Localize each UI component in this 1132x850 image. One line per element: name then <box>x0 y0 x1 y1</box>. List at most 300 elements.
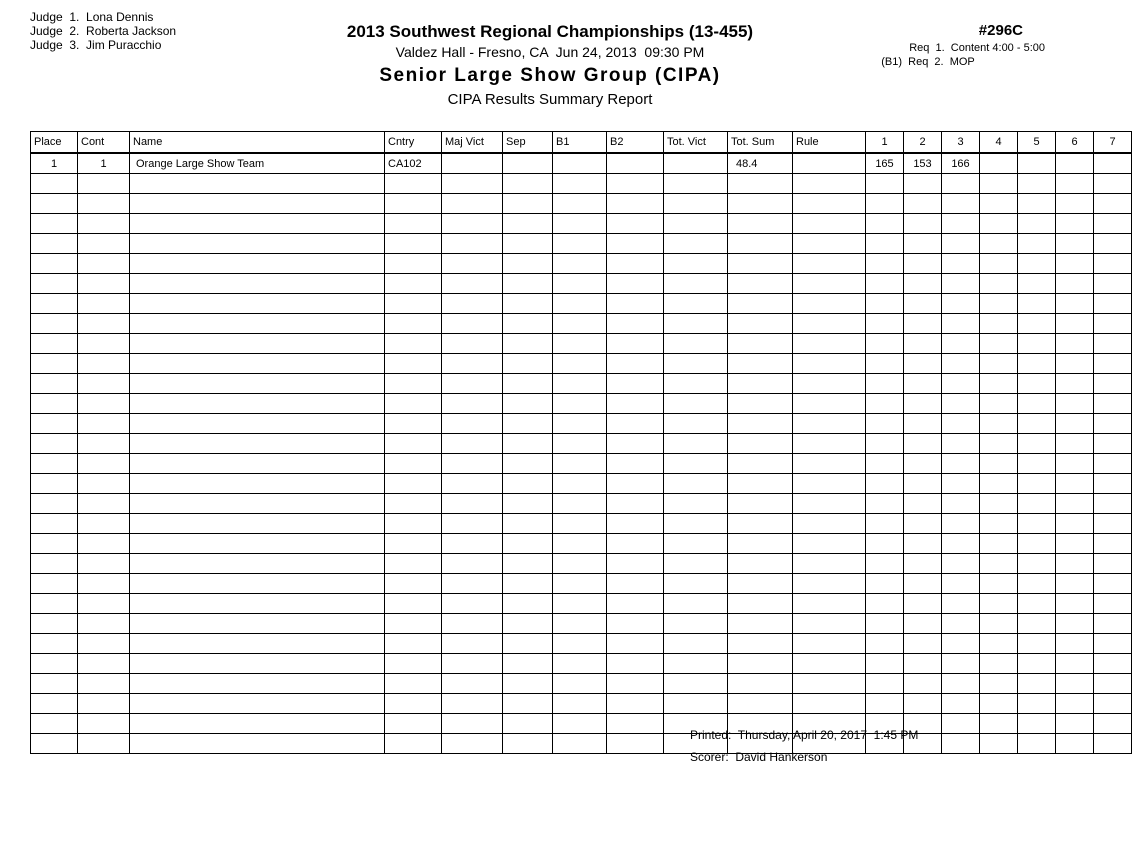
table-cell <box>728 254 793 274</box>
table-cell <box>31 534 78 554</box>
table-cell <box>503 714 553 734</box>
table-cell <box>904 594 942 614</box>
table-cell <box>793 234 866 254</box>
table-cell <box>1056 594 1094 614</box>
table-cell <box>385 394 442 414</box>
table-cell <box>980 554 1018 574</box>
table-cell <box>385 614 442 634</box>
table-cell <box>442 494 503 514</box>
venue-date-line: Valdez Hall - Fresno, CA Jun 24, 2013 09:30 PM <box>395 44 705 60</box>
table-cell <box>553 214 607 234</box>
table-cell <box>607 414 664 434</box>
table-cell <box>728 694 793 714</box>
table-cell <box>31 374 78 394</box>
table-cell <box>130 514 385 534</box>
table-cell <box>31 714 78 734</box>
table-row-empty <box>31 634 1132 654</box>
table-cell <box>904 374 942 394</box>
table-cell <box>385 194 442 214</box>
table-cell <box>980 354 1018 374</box>
table-row-empty <box>31 594 1132 614</box>
table-cell <box>442 674 503 694</box>
table-cell <box>78 354 130 374</box>
table-cell <box>942 554 980 574</box>
table-cell <box>553 254 607 274</box>
table-cell <box>664 574 728 594</box>
table-cell <box>385 434 442 454</box>
table-cell <box>942 334 980 354</box>
table-cell <box>728 654 793 674</box>
table-cell <box>553 414 607 434</box>
table-cell <box>793 594 866 614</box>
table-cell <box>980 194 1018 214</box>
table-cell <box>980 694 1018 714</box>
table-cell <box>503 153 553 174</box>
table-cell <box>607 694 664 714</box>
table-cell <box>866 454 904 474</box>
table-cell <box>607 574 664 594</box>
table-cell <box>1056 374 1094 394</box>
table-cell <box>607 434 664 454</box>
table-cell <box>442 454 503 474</box>
table-cell <box>793 694 866 714</box>
table-cell <box>793 434 866 454</box>
table-cell <box>1094 694 1132 714</box>
table-cell <box>385 314 442 334</box>
table-cell <box>980 314 1018 334</box>
table-cell <box>942 414 980 434</box>
table-cell <box>1094 374 1132 394</box>
table-cell <box>866 574 904 594</box>
table-cell <box>385 174 442 194</box>
table-cell <box>1018 554 1056 574</box>
table-cell <box>503 354 553 374</box>
table-cell <box>78 374 130 394</box>
table-cell <box>503 554 553 574</box>
table-cell <box>1094 334 1132 354</box>
table-cell <box>793 614 866 634</box>
requirement-1: Req 1. Content 4:00 - 5:00 <box>909 42 1045 54</box>
table-cell <box>78 254 130 274</box>
table-cell <box>1094 294 1132 314</box>
table-cell <box>866 654 904 674</box>
table-cell <box>607 594 664 614</box>
table-cell <box>553 694 607 714</box>
table-row-empty <box>31 194 1132 214</box>
table-cell <box>31 514 78 534</box>
table-cell <box>607 394 664 414</box>
results-table <box>30 131 1132 754</box>
table-cell <box>1018 734 1056 754</box>
table-cell <box>942 314 980 334</box>
table-cell <box>385 594 442 614</box>
table-cell <box>904 274 942 294</box>
table-cell <box>942 494 980 514</box>
table-cell <box>793 394 866 414</box>
table-cell <box>607 654 664 674</box>
table-cell <box>728 474 793 494</box>
table-cell <box>1094 654 1132 674</box>
table-cell <box>1018 594 1056 614</box>
table-cell <box>607 234 664 254</box>
table-cell <box>1094 274 1132 294</box>
table-cell <box>980 454 1018 474</box>
table-cell <box>793 554 866 574</box>
table-cell <box>1056 414 1094 434</box>
table-cell <box>664 294 728 314</box>
table-cell <box>31 654 78 674</box>
table-cell <box>385 714 442 734</box>
table-cell <box>553 354 607 374</box>
table-row-empty <box>31 654 1132 674</box>
table-cell <box>664 594 728 614</box>
table-cell <box>130 634 385 654</box>
table-cell <box>503 234 553 254</box>
table-cell <box>442 414 503 434</box>
table-cell <box>1094 514 1132 534</box>
table-cell <box>442 654 503 674</box>
table-cell <box>442 174 503 194</box>
table-cell <box>904 174 942 194</box>
table-cell <box>1018 694 1056 714</box>
table-row-empty <box>31 374 1132 394</box>
table-cell <box>130 254 385 274</box>
table-cell <box>1094 234 1132 254</box>
table-cell <box>607 354 664 374</box>
table-cell <box>385 654 442 674</box>
table-cell <box>793 634 866 654</box>
table-cell <box>31 554 78 574</box>
table-cell <box>1018 294 1056 314</box>
table-cell <box>1056 654 1094 674</box>
table-cell <box>980 434 1018 454</box>
table-row-empty <box>31 314 1132 334</box>
table-cell <box>1018 153 1056 174</box>
table-cell <box>942 234 980 254</box>
table-row-empty <box>31 334 1132 354</box>
table-cell <box>385 294 442 314</box>
table-cell <box>442 334 503 354</box>
table-cell <box>980 234 1018 254</box>
table-cell <box>607 374 664 394</box>
table-cell <box>728 494 793 514</box>
table-cell <box>664 334 728 354</box>
table-cell <box>942 714 980 734</box>
table-cell <box>31 174 78 194</box>
requirement-2: (B1) Req 2. MOP <box>881 56 975 68</box>
table-cell <box>1018 674 1056 694</box>
table-cell <box>664 474 728 494</box>
table-cell <box>31 414 78 434</box>
table-cell <box>1018 474 1056 494</box>
table-cell <box>553 474 607 494</box>
table-cell <box>1094 414 1132 434</box>
table-cell <box>442 614 503 634</box>
table-cell <box>942 474 980 494</box>
table-cell <box>980 674 1018 694</box>
table-cell <box>866 614 904 634</box>
table-cell <box>942 534 980 554</box>
column-header-b1: B1 <box>553 132 607 154</box>
table-cell <box>980 374 1018 394</box>
table-cell <box>607 274 664 294</box>
table-cell <box>503 294 553 314</box>
judge-item: Judge 2. Roberta Jackson <box>30 24 177 38</box>
table-cell <box>793 334 866 354</box>
table-cell <box>728 194 793 214</box>
table-cell <box>1056 694 1094 714</box>
table-cell <box>904 394 942 414</box>
table-cell <box>442 734 503 754</box>
table-cell: 165 <box>866 153 904 174</box>
table-cell <box>78 394 130 414</box>
table-cell <box>728 274 793 294</box>
table-cell <box>1094 314 1132 334</box>
table-cell <box>728 214 793 234</box>
table-cell <box>664 354 728 374</box>
table-cell <box>728 674 793 694</box>
table-cell <box>664 194 728 214</box>
table-cell <box>130 474 385 494</box>
table-cell <box>980 594 1018 614</box>
table-cell <box>942 574 980 594</box>
table-cell <box>130 234 385 254</box>
table-cell <box>980 174 1018 194</box>
table-cell <box>866 394 904 414</box>
table-cell <box>78 194 130 214</box>
table-cell <box>728 354 793 374</box>
table-cell <box>31 674 78 694</box>
table-cell <box>1094 354 1132 374</box>
table-cell <box>942 454 980 474</box>
table-cell <box>553 394 607 414</box>
table-cell <box>1094 634 1132 654</box>
table-cell <box>385 454 442 474</box>
table-cell <box>553 554 607 574</box>
table-cell <box>664 494 728 514</box>
table-cell <box>607 614 664 634</box>
table-row-empty <box>31 674 1132 694</box>
table-cell <box>942 374 980 394</box>
table-cell: 153 <box>904 153 942 174</box>
table-cell <box>866 674 904 694</box>
table-cell <box>130 734 385 754</box>
table-cell: 48.4 <box>728 153 793 174</box>
table-cell <box>503 434 553 454</box>
table-cell <box>31 454 78 474</box>
table-cell: 1 <box>31 153 78 174</box>
table-cell <box>31 734 78 754</box>
table-cell <box>1018 214 1056 234</box>
table-cell <box>553 534 607 554</box>
table-cell <box>942 634 980 654</box>
table-cell <box>1018 414 1056 434</box>
table-cell <box>904 474 942 494</box>
table-cell <box>78 214 130 234</box>
table-cell <box>553 594 607 614</box>
table-cell <box>385 214 442 234</box>
table-cell <box>980 494 1018 514</box>
table-row-empty <box>31 214 1132 234</box>
table-cell <box>904 494 942 514</box>
table-cell <box>866 494 904 514</box>
table-cell <box>442 694 503 714</box>
table-cell <box>130 554 385 574</box>
table-cell <box>793 374 866 394</box>
table-cell <box>866 354 904 374</box>
table-cell <box>442 194 503 214</box>
table-cell <box>553 334 607 354</box>
table-cell <box>1056 234 1094 254</box>
table-cell <box>866 254 904 274</box>
table-cell <box>607 714 664 734</box>
table-cell <box>130 174 385 194</box>
table-cell <box>866 234 904 254</box>
table-cell <box>1018 634 1056 654</box>
table-cell <box>1018 614 1056 634</box>
table-cell <box>503 694 553 714</box>
table-cell <box>385 474 442 494</box>
table-cell <box>442 554 503 574</box>
judge-item: Judge 1. Lona Dennis <box>30 10 154 24</box>
table-cell <box>664 614 728 634</box>
competition-title: 2013 Southwest Regional Championships (13-455) <box>346 22 754 41</box>
table-cell <box>793 654 866 674</box>
table-cell <box>793 214 866 234</box>
table-cell <box>664 174 728 194</box>
table-cell <box>442 153 503 174</box>
table-cell <box>130 294 385 314</box>
table-cell <box>1018 194 1056 214</box>
table-cell <box>664 234 728 254</box>
table-cell <box>728 634 793 654</box>
table-cell <box>728 414 793 434</box>
table-cell <box>866 474 904 494</box>
table-cell <box>664 254 728 274</box>
table-cell <box>793 414 866 434</box>
table-cell <box>728 454 793 474</box>
table-cell <box>728 234 793 254</box>
table-cell <box>1056 614 1094 634</box>
table-cell <box>78 474 130 494</box>
table-row-empty <box>31 494 1132 514</box>
table-cell <box>728 394 793 414</box>
table-cell <box>942 614 980 634</box>
table-cell <box>78 234 130 254</box>
table-cell <box>78 714 130 734</box>
column-header-b2: B2 <box>607 132 664 154</box>
column-header-rule: Rule <box>793 132 866 154</box>
table-cell <box>793 454 866 474</box>
table-cell <box>1018 394 1056 414</box>
table-cell <box>385 674 442 694</box>
table-cell <box>607 494 664 514</box>
table-cell <box>866 274 904 294</box>
table-cell <box>980 153 1018 174</box>
table-cell <box>442 514 503 534</box>
table-cell <box>1094 554 1132 574</box>
table-cell <box>1094 674 1132 694</box>
table-cell <box>1094 534 1132 554</box>
table-cell <box>1056 634 1094 654</box>
table-cell <box>553 174 607 194</box>
table-cell <box>728 514 793 534</box>
table-cell <box>942 214 980 234</box>
table-cell <box>793 674 866 694</box>
table-cell <box>728 554 793 574</box>
table-cell <box>728 294 793 314</box>
table-cell <box>553 634 607 654</box>
table-row-empty <box>31 274 1132 294</box>
table-cell <box>904 334 942 354</box>
table-cell <box>31 434 78 454</box>
table-row-empty <box>31 614 1132 634</box>
table-cell <box>130 314 385 334</box>
table-cell <box>664 554 728 574</box>
table-cell <box>503 474 553 494</box>
table-cell <box>553 314 607 334</box>
table-cell <box>728 334 793 354</box>
table-cell <box>1056 354 1094 374</box>
table-cell <box>904 614 942 634</box>
table-cell <box>130 614 385 634</box>
table-cell <box>31 354 78 374</box>
table-cell <box>1094 734 1132 754</box>
table-cell <box>78 454 130 474</box>
table-cell <box>664 534 728 554</box>
table-cell <box>664 214 728 234</box>
table-cell <box>607 474 664 494</box>
table-cell <box>130 714 385 734</box>
table-cell <box>904 234 942 254</box>
results-table-body <box>31 153 1132 754</box>
table-cell <box>942 674 980 694</box>
table-cell <box>78 494 130 514</box>
table-cell <box>78 174 130 194</box>
table-cell <box>503 314 553 334</box>
table-cell <box>904 434 942 454</box>
table-cell: 166 <box>942 153 980 174</box>
table-cell <box>78 594 130 614</box>
table-cell <box>385 254 442 274</box>
table-cell <box>385 414 442 434</box>
table-cell <box>130 194 385 214</box>
table-cell <box>78 694 130 714</box>
table-cell <box>130 214 385 234</box>
table-cell <box>904 414 942 434</box>
table-cell <box>1018 354 1056 374</box>
table-cell <box>728 314 793 334</box>
table-cell <box>866 194 904 214</box>
table-cell <box>503 214 553 234</box>
table-cell <box>130 494 385 514</box>
table-cell <box>1056 194 1094 214</box>
table-cell <box>442 714 503 734</box>
table-cell <box>664 274 728 294</box>
table-row-empty <box>31 514 1132 534</box>
table-row-empty <box>31 174 1132 194</box>
table-cell <box>1056 314 1094 334</box>
column-header-cont: Cont <box>78 132 130 154</box>
table-cell <box>607 334 664 354</box>
table-cell <box>607 174 664 194</box>
table-cell <box>503 634 553 654</box>
table-cell <box>1094 574 1132 594</box>
table-cell: 1 <box>78 153 130 174</box>
table-cell <box>78 294 130 314</box>
table-cell <box>1094 714 1132 734</box>
table-cell <box>503 734 553 754</box>
